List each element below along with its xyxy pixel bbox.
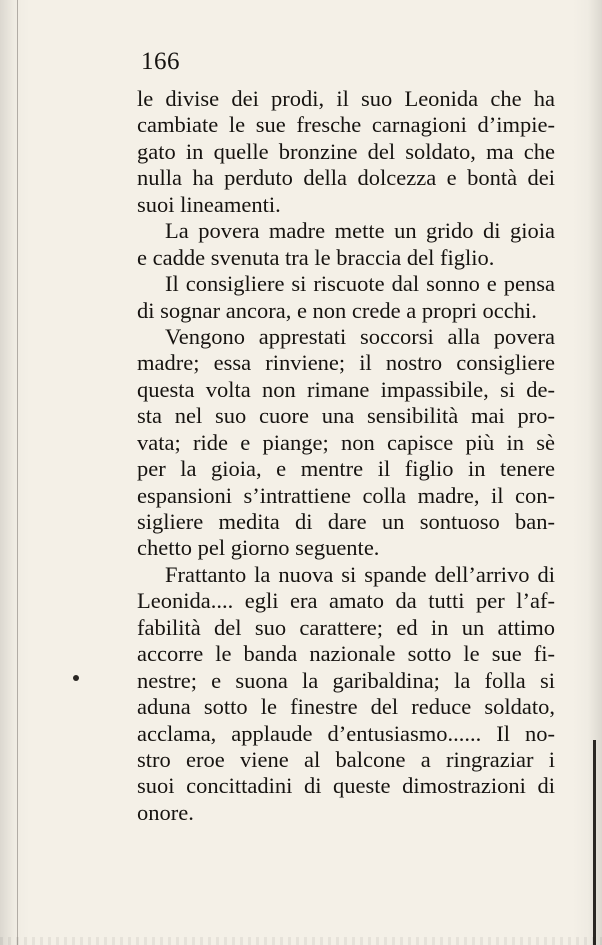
ink-spot: [73, 675, 79, 681]
text-line: suoi concittadini di queste dimostrazioni di: [137, 773, 555, 799]
text-line: acclama, applaude d’entusiasmo...... Il no-: [137, 720, 555, 746]
text-line: di sognar ancora, e non crede a propri occhi.: [137, 297, 537, 323]
text-line: aduna sotto le finestre del reduce soldato,: [137, 694, 555, 720]
text-line: fabilità del suo carattere; ed in un attimo: [137, 614, 555, 640]
text-line: La povera madre mette un grido di gioia: [165, 218, 555, 244]
text-line: per la gioia, e mentre il figlio in tenere: [137, 456, 555, 482]
text-line: e cadde svenuta tra le braccia del figlio.: [137, 244, 495, 270]
text-line: gato in quelle bronzine del soldato, ma che: [137, 138, 555, 164]
text-line: chetto pel giorno seguente.: [137, 535, 380, 561]
text-line: Vengono apprestati soccorsi alla povera: [165, 323, 555, 349]
page-gutter-edge: [17, 0, 18, 945]
page-number: 166: [141, 48, 180, 75]
text-line: Frattanto la nuova si spande dell’arrivo di: [165, 561, 555, 587]
text-line: nulla ha perduto della dolcezza e bontà dei: [137, 165, 555, 191]
text-line: nestre; e suona la garibaldina; la folla si: [137, 667, 555, 693]
text-line: stro eroe viene al balcone a ringraziar i: [137, 746, 555, 772]
page-edge-shadow: [593, 740, 596, 945]
text-line: suoi lineamenti.: [137, 191, 281, 217]
text-line: espansioni s’intrattiene colla madre, il con-: [137, 482, 555, 508]
body-text: [137, 86, 555, 826]
text-line: Il consigliere si riscuote dal sonno e pensa: [165, 271, 555, 297]
text-line: questa volta non rimane impassibile, si de-: [137, 376, 555, 402]
text-line: accorre le banda nazionale sotto le sue fi-: [137, 641, 555, 667]
text-line: sigliere medita di dare un sontuoso ban-: [137, 509, 555, 534]
text-line: sta nel suo cuore una sensibilità mai pro-: [137, 403, 555, 429]
text-line: madre; essa rinviene; il nostro consigliere: [137, 350, 555, 376]
text-line: onore.: [137, 799, 194, 825]
text-line: vata; ride e piange; non capisce più in sè: [137, 429, 555, 455]
page-bottom-edge: [0, 937, 602, 945]
text-line: le divise dei prodi, il suo Leonida che ha: [137, 86, 555, 111]
text-line: Leonida.... egli era amato da tutti per l’af-: [137, 588, 555, 614]
text-line: cambiate le sue fresche carnagioni d’impie-: [137, 112, 555, 138]
